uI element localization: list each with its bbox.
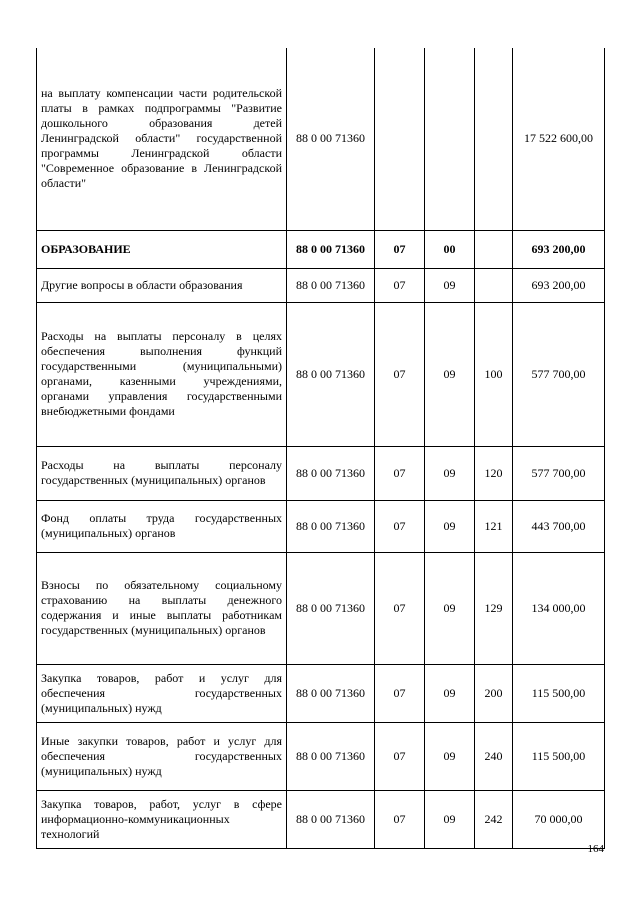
budget-table [36,48,605,849]
row-name: Закупка товаров, работ и услуг для обеспечения государственных (муниципальных) нужд [37,664,287,722]
row-target-article: 88 0 00 71360 [287,446,375,500]
row-subsection: 00 [425,230,475,268]
row-name: на выплату компенсации части родительской платы в рамках подпрограммы "Развитие дошкольного образования детей Ленинградской области" государственной программы Ленинградской области "Современное образование в Ленинградской области" [37,48,287,230]
row-expense-type [475,230,513,268]
table-row [37,552,605,664]
row-amount: 443 700,00 [513,500,605,552]
row-subsection: 09 [425,790,475,848]
row-subsection: 09 [425,302,475,446]
row-expense-type: 129 [475,552,513,664]
table-row [37,268,605,302]
table-row [37,500,605,552]
row-amount: 577 700,00 [513,446,605,500]
row-target-article: 88 0 00 71360 [287,48,375,230]
row-target-article: 88 0 00 71360 [287,302,375,446]
row-section: 07 [375,446,425,500]
row-section: 07 [375,268,425,302]
row-expense-type: 100 [475,302,513,446]
row-name: Расходы на выплаты персоналу в целях обеспечения выполнения функций государственными (муниципальными) органами, казенными учреждениями, органами управления государственными внебюджетными фондами [37,302,287,446]
row-amount: 115 500,00 [513,722,605,790]
row-amount: 70 000,00 [513,790,605,848]
row-section: 07 [375,230,425,268]
table-row [37,230,605,268]
row-subsection: 09 [425,446,475,500]
row-expense-type: 120 [475,446,513,500]
row-subsection: 09 [425,664,475,722]
row-name: Иные закупки товаров, работ и услуг для обеспечения государственных (муниципальных) нужд [37,722,287,790]
page-number: 164 [587,843,604,855]
row-target-article: 88 0 00 71360 [287,230,375,268]
table-row [37,446,605,500]
row-section: 07 [375,500,425,552]
row-name: Фонд оплаты труда государственных (муниципальных) органов [37,500,287,552]
row-name: Закупка товаров, работ, услуг в сфере информационно-коммуникационных технологий [37,790,287,848]
row-name: Взносы по обязательному социальному страхованию на выплаты денежного содержания и иные выплаты работникам государственных (муниципальных) органов [37,552,287,664]
table-row [37,302,605,446]
row-target-article: 88 0 00 71360 [287,268,375,302]
row-amount: 17 522 600,00 [513,48,605,230]
row-section [375,48,425,230]
row-section: 07 [375,790,425,848]
table-row [37,48,605,230]
row-subsection: 09 [425,552,475,664]
row-section: 07 [375,552,425,664]
row-amount: 693 200,00 [513,268,605,302]
row-name: Другие вопросы в области образования [37,268,287,302]
row-subsection: 09 [425,722,475,790]
row-expense-type [475,48,513,230]
table-row [37,790,605,848]
row-amount: 115 500,00 [513,664,605,722]
row-expense-type: 121 [475,500,513,552]
row-section: 07 [375,302,425,446]
row-amount: 693 200,00 [513,230,605,268]
row-expense-type: 200 [475,664,513,722]
row-expense-type: 240 [475,722,513,790]
row-expense-type: 242 [475,790,513,848]
row-subsection: 09 [425,500,475,552]
row-subsection: 09 [425,268,475,302]
row-target-article: 88 0 00 71360 [287,790,375,848]
row-target-article: 88 0 00 71360 [287,664,375,722]
row-target-article: 88 0 00 71360 [287,722,375,790]
row-amount: 134 000,00 [513,552,605,664]
row-target-article: 88 0 00 71360 [287,500,375,552]
row-section: 07 [375,664,425,722]
table-row [37,664,605,722]
row-target-article: 88 0 00 71360 [287,552,375,664]
row-subsection [425,48,475,230]
row-expense-type [475,268,513,302]
row-amount: 577 700,00 [513,302,605,446]
row-section: 07 [375,722,425,790]
row-name: ОБРАЗОВАНИЕ [37,230,287,268]
row-name: Расходы на выплаты персоналу государственных (муниципальных) органов [37,446,287,500]
table-row [37,722,605,790]
